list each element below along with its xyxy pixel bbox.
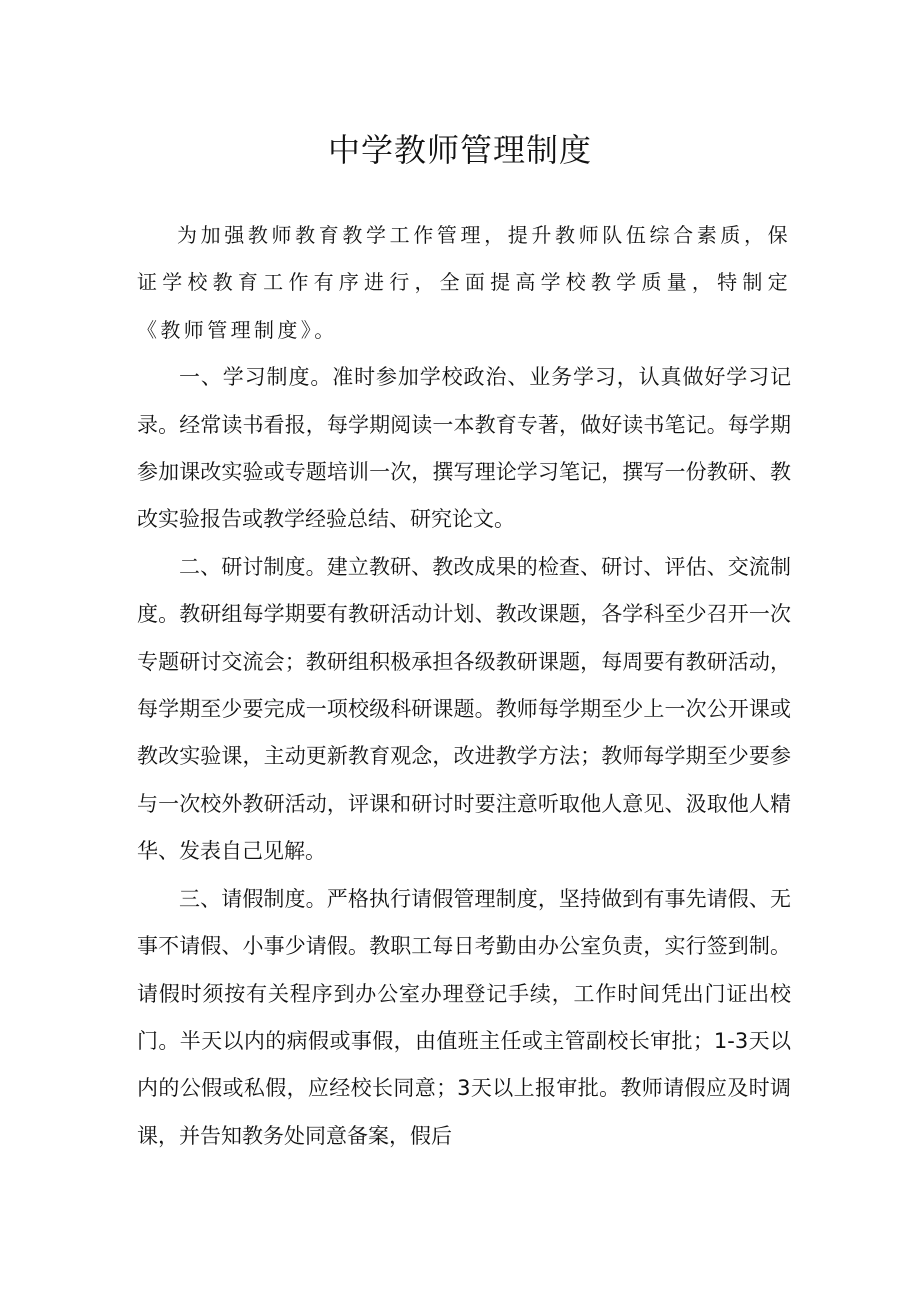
study-system-paragraph: 一、学习制度。准时参加学校政治、业务学习，认真做好学习记录。经常读书看报，每学期阅读一本教育专著，做好读书笔记。每学期参加课改实验或专题培训一次，撰写理论学习笔记，撰写一份教研、教改实验报告或教学经验总结、研究论文。 <box>137 365 791 532</box>
document-title: 中学教师管理制度 <box>327 131 592 169</box>
intro-paragraph: 为加强教师教育教学工作管理，提升教师队伍综合素质，保证学校教育工作有序进行，全面提高学校教学质量，特制定《教师管理制度》。 <box>137 223 791 342</box>
research-system-paragraph: 二、研讨制度。建立教研、教改成果的检查、研讨、评估、交流制度。教研组每学期要有教研活动计划、教改课题，各学科至少召开一次专题研讨交流会；教研组积极承担各级教研课题，每周要有教研活动，每学期至少要完成一项校级科研课题。教师每学期至少上一次公开课或教改实验课，主动更新教育观念，改进教学方法；教师每学期至少要参与一次校外教研活动，评课和研讨时要注意听取他人意见、汲取他人精华、发表自己见解。 <box>137 554 791 864</box>
leave-system-paragraph: 三、请假制度。严格执行请假管理制度，坚持做到有事先请假、无事不请假、小事少请假。教职工每日考勤由办公室负责，实行签到制。请假时须按有关程序到办公室办理登记手续，工作时间凭出门证出校门。半天以内的病假或事假，由值班主任或主管副校长审批；1-3天以内的公假或私假，应经校长同意；3天以上报审批。教师请假应及时调课，并告知教务处同意备案，假后 <box>137 886 791 1148</box>
document-body <box>137 212 791 1160</box>
